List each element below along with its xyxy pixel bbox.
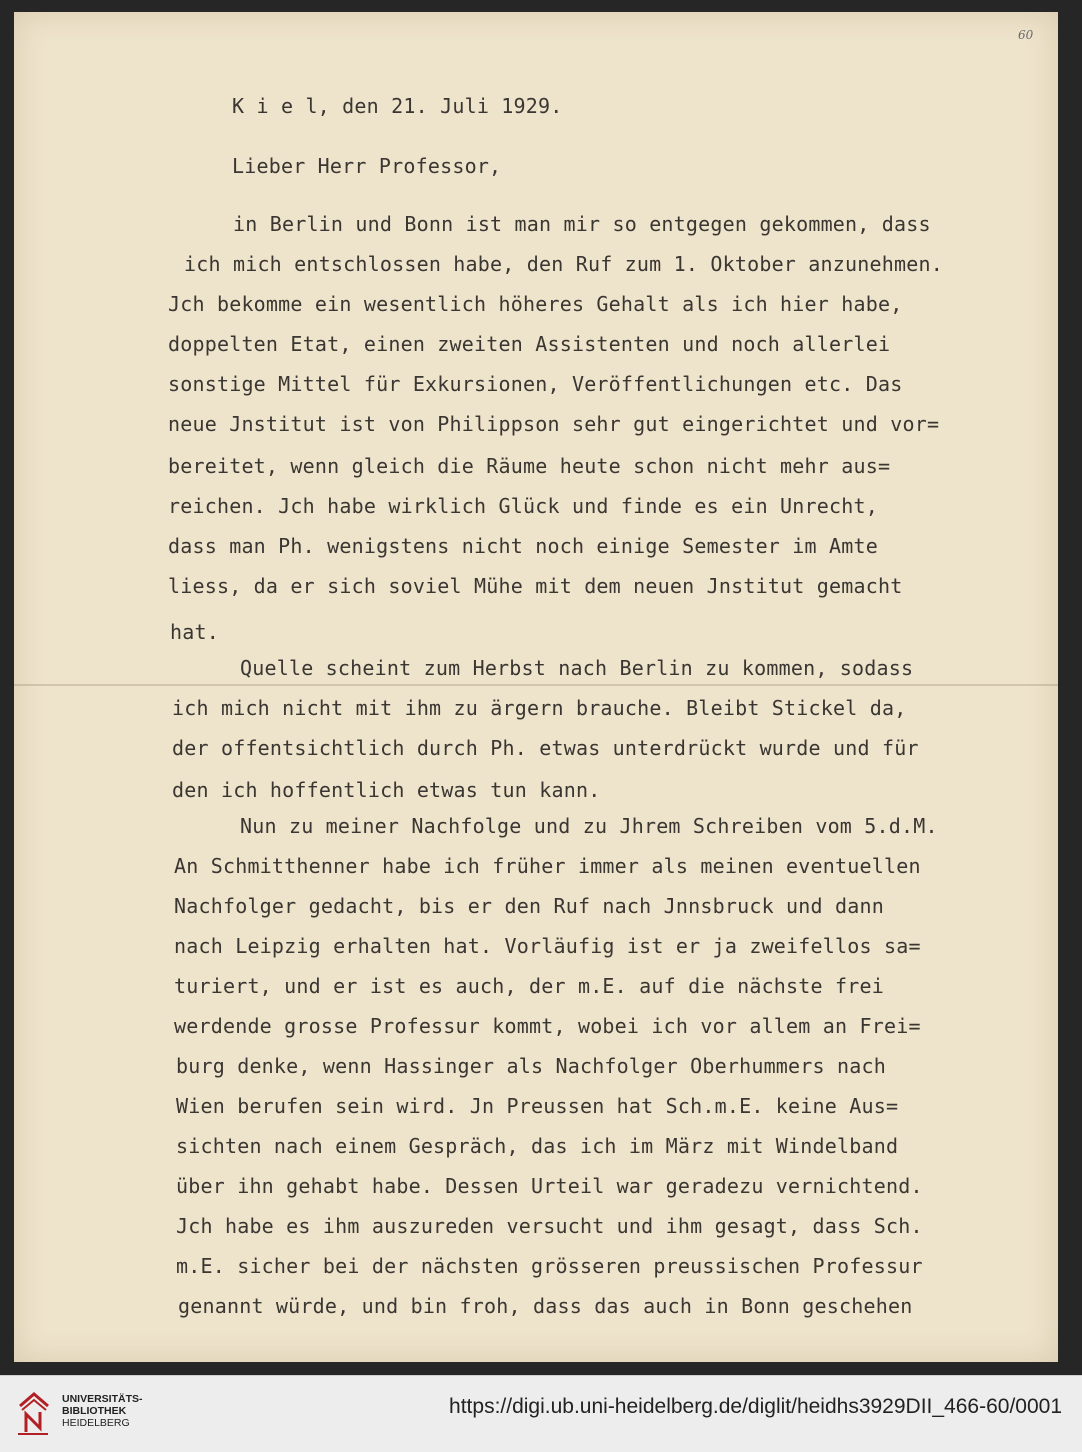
paper-fold xyxy=(14,684,1058,686)
library-name-line: UNIVERSITÄTS- xyxy=(62,1393,143,1405)
body-line: sonstige Mittel für Exkursionen, Veröffentlichungen etc. Das xyxy=(168,372,903,396)
body-line: dass man Ph. wenigstens nicht noch einige Semester im Amte xyxy=(168,534,878,558)
university-library-logo-icon xyxy=(14,1388,52,1436)
salutation: Lieber Herr Professor, xyxy=(232,154,502,178)
body-line: der offentsichtlich durch Ph. etwas unterdrückt wurde und für xyxy=(172,736,919,760)
body-line: sichten nach einem Gespräch, das ich im März mit Windelband xyxy=(176,1134,899,1158)
viewer-footer xyxy=(0,1375,1082,1452)
body-line: Jch bekomme ein wesentlich höheres Gehalt als ich hier habe, xyxy=(168,292,903,316)
date-line: K i e l, den 21. Juli 1929. xyxy=(232,94,563,118)
body-line: Nun zu meiner Nachfolge und zu Jhrem Schreiben vom 5.d.M. xyxy=(240,814,938,838)
body-line: reichen. Jch habe wirklich Glück und finde es ein Unrecht, xyxy=(168,494,878,518)
body-line: ich mich nicht mit ihm zu ärgern brauche. Bleibt Stickel da, xyxy=(172,696,907,720)
library-name xyxy=(62,1393,143,1429)
body-line: Quelle scheint zum Herbst nach Berlin zu kommen, sodass xyxy=(240,656,914,680)
body-line: in Berlin und Bonn ist man mir so entgegen gekommen, dass xyxy=(233,212,931,236)
body-line: hat. xyxy=(170,620,219,644)
body-line: über ihn gehabt habe. Dessen Urteil war geradezu vernichtend. xyxy=(176,1174,923,1198)
body-line: ich mich entschlossen habe, den Ruf zum 1. Oktober anzunehmen. xyxy=(184,252,943,276)
library-name-line: HEIDELBERG xyxy=(62,1417,130,1429)
body-line: neue Jnstitut ist von Philippson sehr gut eingerichtet und vor= xyxy=(168,412,940,436)
body-line: Wien berufen sein wird. Jn Preussen hat Sch.m.E. keine Aus= xyxy=(176,1094,899,1118)
library-name-line: BIBLIOTHEK xyxy=(62,1405,127,1417)
body-line: An Schmitthenner habe ich früher immer als meinen eventuellen xyxy=(174,854,921,878)
body-line: doppelten Etat, einen zweiten Assistenten und noch allerlei xyxy=(168,332,891,356)
body-line: Jch habe es ihm auszureden versucht und ihm gesagt, dass Sch. xyxy=(176,1214,923,1238)
folio-number: 60 xyxy=(1018,28,1034,42)
body-line: burg denke, wenn Hassinger als Nachfolger Oberhummers nach xyxy=(176,1054,886,1078)
body-line: m.E. sicher bei der nächsten grösseren preussischen Professur xyxy=(176,1254,923,1278)
document-url-link[interactable]: https://digi.ub.uni-heidelberg.de/diglit/heidhs3929DII_466-60/0001 xyxy=(449,1395,1062,1418)
body-line: bereitet, wenn gleich die Räume heute schon nicht mehr aus= xyxy=(168,454,891,478)
body-line: genannt würde, und bin froh, dass das auch in Bonn geschehen xyxy=(178,1294,913,1318)
body-line: nach Leipzig erhalten hat. Vorläufig ist er ja zweifellos sa= xyxy=(174,934,921,958)
body-line: turiert, und er ist es auch, der m.E. auf die nächste frei xyxy=(174,974,884,998)
body-line: liess, da er sich soviel Mühe mit dem neuen Jnstitut gemacht xyxy=(168,574,903,598)
body-line: Nachfolger gedacht, bis er den Ruf nach Jnnsbruck und dann xyxy=(174,894,884,918)
body-line: werdende grosse Professur kommt, wobei ich vor allem an Frei= xyxy=(174,1014,921,1038)
body-line: den ich hoffentlich etwas tun kann. xyxy=(172,778,601,802)
